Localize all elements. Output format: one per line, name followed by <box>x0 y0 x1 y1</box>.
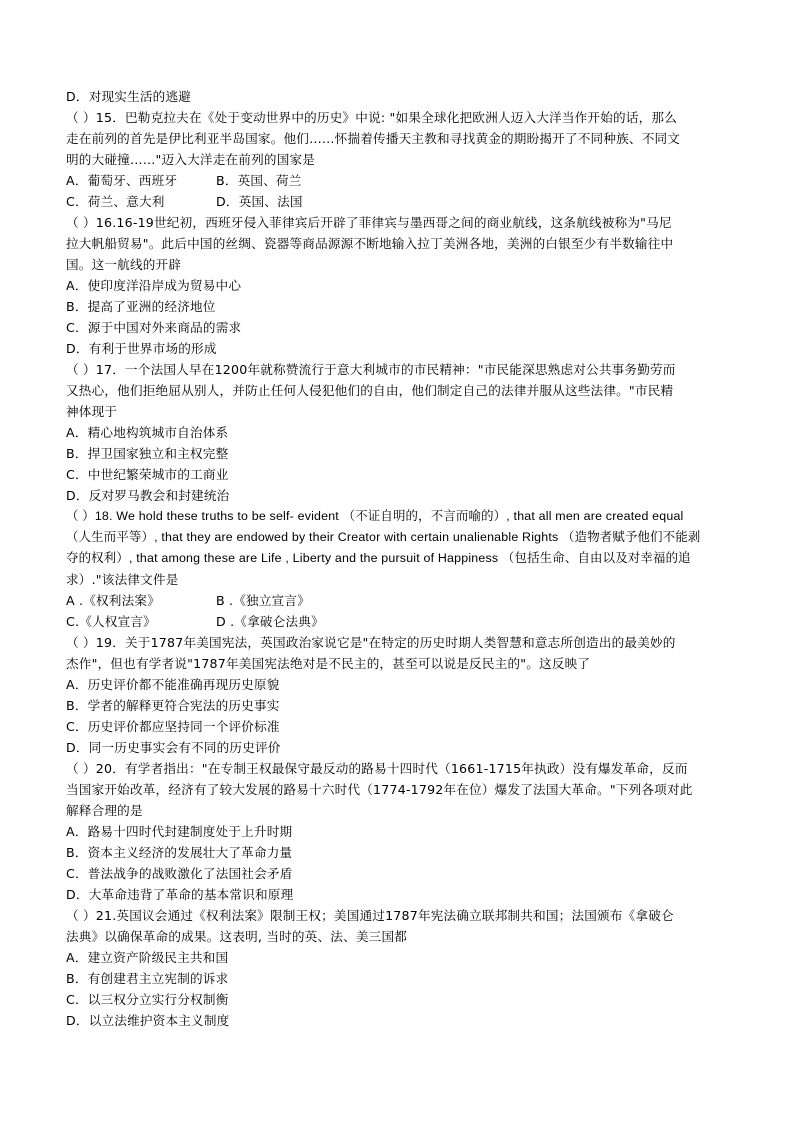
question-15-stem: （ ）15．巴勒克拉夫在《处于变动世界中的历史》中说: "如果全球化把欧洲人迈入大洋当作开始的话，那么 <box>66 110 677 125</box>
option-d-q14: D．对现实生活的逃避 <box>66 89 192 104</box>
question-20-stem: 解释合理的是 <box>66 803 143 818</box>
option-a: A．葡萄牙、西班牙 <box>66 173 178 188</box>
option-b: B．学者的解释更符合宪法的历史事实 <box>66 698 280 713</box>
option-d: D .《拿破仑法典》 <box>216 614 324 629</box>
question-18-stem: （人生而平等）, that they are endowed by their Creator with certain unalienable Rights （造物者赋予他们不能剥 <box>66 530 701 544</box>
exam-page <box>66 86 732 1031</box>
question-20-stem: 当国家开始改革，经济有了较大发展的路易十六时代（1774-1792年在位）爆发了法国大革命。"下列各项对此 <box>66 782 693 797</box>
question-16-stem: 国。这一航线的开辟 <box>66 257 182 272</box>
question-19-stem: （ ）19．关于1787年美国宪法，英国政治家说它是"在特定的历史时期人类智慧和意志所创造出的最美妙的 <box>66 635 676 650</box>
option-b: B．捍卫国家独立和主权完整 <box>66 446 229 461</box>
question-17-stem: （ ）17．一个法国人早在1200年就称赞流行于意大利城市的市民精神："市民能深思熟虑对公共事务勤劳而 <box>66 362 676 377</box>
option-a: A．精心地构筑城市自治体系 <box>66 425 229 440</box>
option-a: A．路易十四时代封建制度处于上升时期 <box>66 824 293 839</box>
question-20-stem: （ ）20．有学者指出："在专制王权最保守最反动的路易十四时代（1661-1715年执政）没有爆发革命，反而 <box>66 761 688 776</box>
option-d: D．大革命违背了革命的基本常识和原理 <box>66 887 294 902</box>
question-15-options-cd <box>66 191 732 212</box>
question-18-options-ab <box>66 590 732 611</box>
option-a: A．历史评价都不能准确再现历史原貌 <box>66 677 280 692</box>
question-18-stem: 夺的权利）, that among these are Life , Liberty and the pursuit of Happiness （包括生命、自由以及对幸福的追 <box>66 551 691 565</box>
question-19-stem: 杰作"，但也有学者说"1787年美国宪法绝对是不民主的，甚至可以说是反民主的"。这反映了 <box>66 656 591 671</box>
option-a: A．建立资产阶级民主共和国 <box>66 950 229 965</box>
question-18-options-cd <box>66 611 732 632</box>
option-b: B．有创建君主立宪制的诉求 <box>66 971 229 986</box>
question-15-stem: 明的大碰撞……"迈入大洋走在前列的国家是 <box>66 152 316 167</box>
option-d: D．反对罗马教会和封建统治 <box>66 488 230 503</box>
option-a: A．使印度洋沿岸成为贸易中心 <box>66 278 242 293</box>
option-c: C．荷兰、意大利 <box>66 194 165 209</box>
option-b: B .《独立宣言》 <box>216 593 311 608</box>
option-c: C.《人权宣言》 <box>66 614 156 629</box>
question-15-stem: 走在前列的首先是伊比利亚半岛国家。他们……怀揣着传播天主教和寻找黄金的期盼揭开了不同种族、不同文 <box>66 131 681 146</box>
question-21-stem: 法典》以确保革命的成果。这表明, 当时的英、法、美三国都 <box>66 929 408 944</box>
question-17-stem: 又热心，他们拒绝屈从别人，并防止任何人侵犯他们的自由，他们制定自己的法律并服从这些法律。"市民精 <box>66 383 674 398</box>
option-c: C．以三权分立实行分权制衡 <box>66 992 229 1007</box>
option-b: B．英国、荷兰 <box>216 173 302 188</box>
option-b: B．资本主义经济的发展壮大了革命力量 <box>66 845 293 860</box>
option-d: D．同一历史事实会有不同的历史评价 <box>66 740 281 755</box>
option-d: D．有利于世界市场的形成 <box>66 341 217 356</box>
option-d: D．以立法维护资本主义制度 <box>66 1013 230 1028</box>
question-21-stem: （ ）21.英国议会通过《权利法案》限制王权；美国通过1787年宪法确立联邦制共和国；法国颁布《拿破仑 <box>66 908 674 923</box>
question-18-stem: （ ）18. We hold these truths to be self- evident （不证自明的，不言而喻的）, that all men are created equal <box>66 509 684 523</box>
option-a: A .《权利法案》 <box>66 593 160 608</box>
option-c: C．源于中国对外来商品的需求 <box>66 320 242 335</box>
question-17-stem: 神体现于 <box>66 404 118 419</box>
option-d: D．英国、法国 <box>216 194 303 209</box>
question-15-options-ab <box>66 170 732 191</box>
option-b: B．提高了亚洲的经济地位 <box>66 299 216 314</box>
option-c: C．历史评价都应坚持同一个评价标准 <box>66 719 280 734</box>
option-c: C．中世纪繁荣城市的工商业 <box>66 467 229 482</box>
option-c: C．普法战争的战败激化了法国社会矛盾 <box>66 866 293 881</box>
question-16-stem: 拉大帆船贸易"。此后中国的丝绸、瓷器等商品源源不断地输入拉丁美洲各地，美洲的白银至少有半数输往中 <box>66 236 674 251</box>
question-18-stem: 求）."该法律文件是 <box>66 572 179 587</box>
question-16-stem: （ ）16.16-19世纪初，西班牙侵入菲律宾后开辟了菲律宾与墨西哥之间的商业航线，这条航线被称为"马尼 <box>66 215 672 230</box>
